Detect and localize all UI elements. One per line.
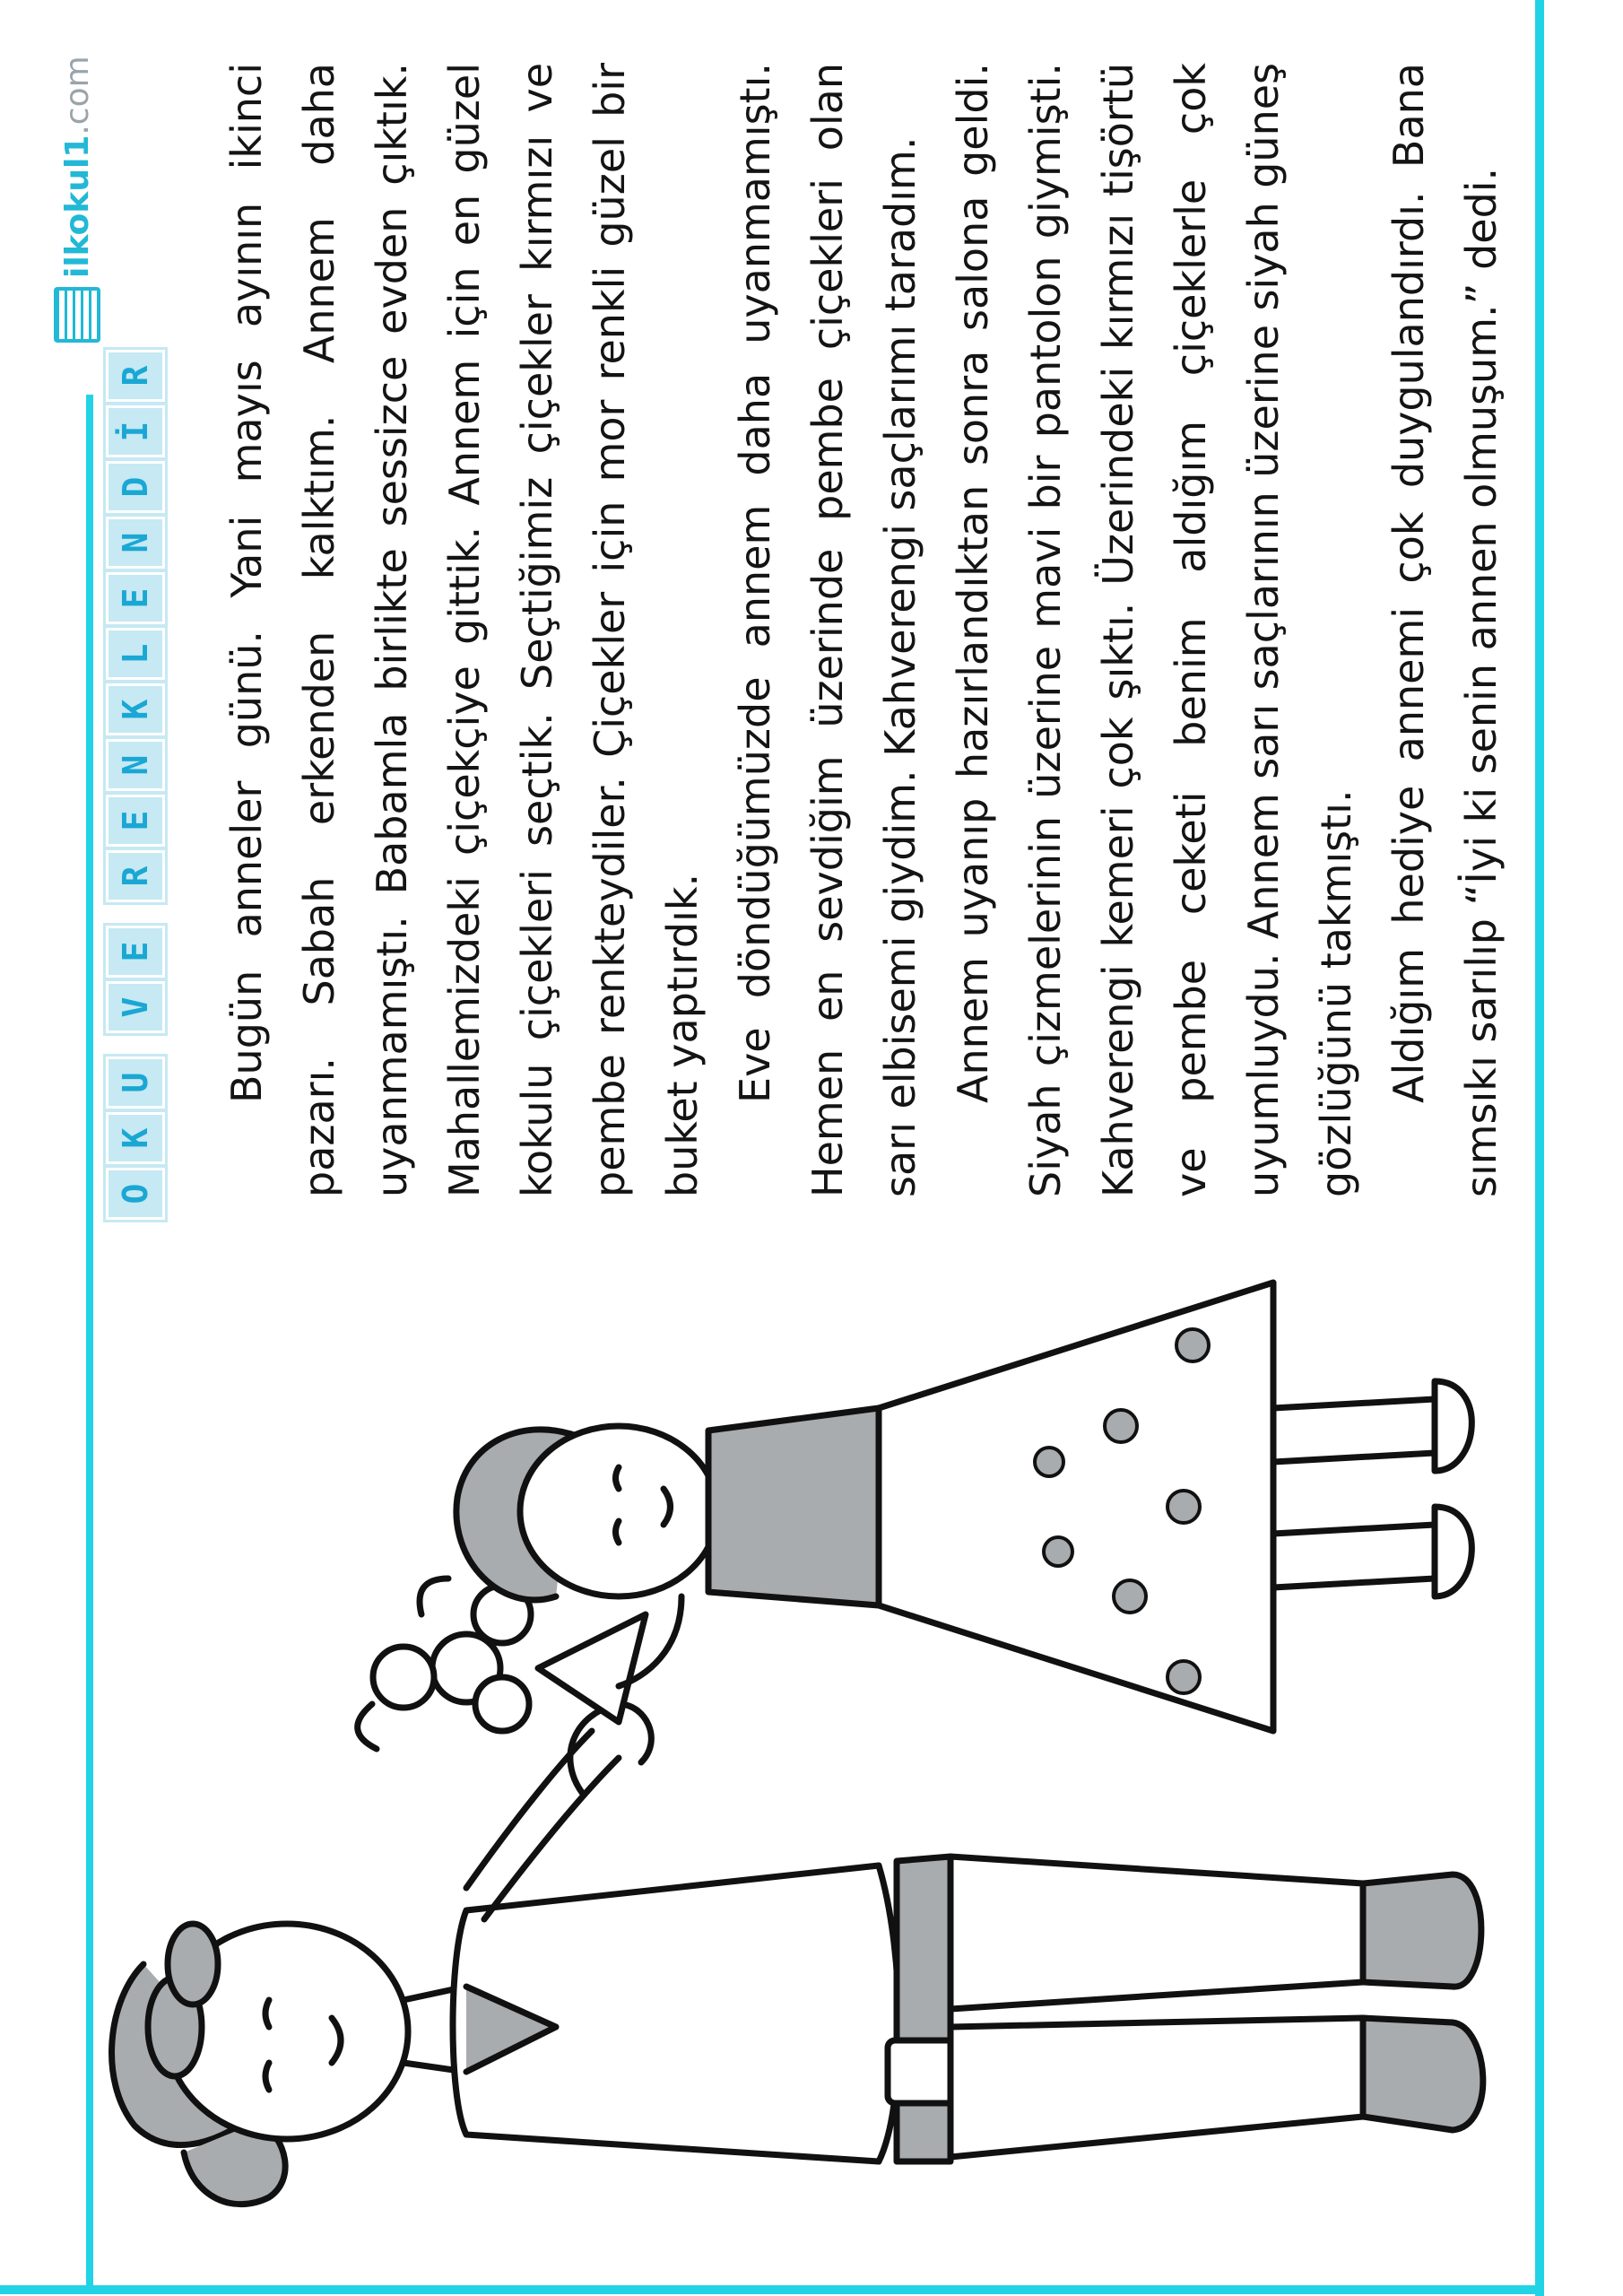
site-logo[interactable] <box>54 56 100 343</box>
story-paragraph: Annem uyanıp hazırlandıktan sonra salona geldi. Siyah çizmelerinin üzerine mavi bir pantolon giymişti. Kahverengi kemeri çok şıktı. Üzerindeki kırmızı tişörtü ve pembe ceketi benim aldığım çiçeklerle çok uyumluydu. Annem sarı saçlarının üzerine siyah güneş gözlüğünü takmıştı. <box>949 63 1360 1197</box>
title-letter: L <box>106 628 165 680</box>
title-letter: E <box>106 795 165 847</box>
title-letter: N <box>106 739 165 791</box>
story-paragraph: Bugün anneler günü. Yani mayıs ayının ikinci pazarı. Sabah erkenden kalktım. Annem daha uyanmamıştı. Babamla birlikte sessizce evden çıktık. Mahallemizdeki çiçekçiye gittik. Annem için en güzel kokulu çiçekleri seçtik. Seçtiğimiz çiçekler kırmızı ve pembe renkteydiler. Çiçekler için mor renkli güzel bir buket yaptırdık. <box>222 63 707 1197</box>
story-text <box>211 63 1518 1197</box>
title-letter: İ <box>106 405 165 457</box>
flower-bouquet <box>358 1578 646 1749</box>
coloring-illustration <box>0 1202 1623 2296</box>
title-letter: D <box>106 461 165 513</box>
mother-figure <box>112 1704 1483 2205</box>
title-letter: O <box>106 1168 165 1220</box>
story-paragraph: Eve döndüğümüzde annem daha uyanmamıştı. Hemen en sevdiğim üzerinde pembe çiçekleri olan sarı elbisemi giydim. Kahverengi saçlarımı taradım. <box>731 63 924 1197</box>
logo-suffix: .com <box>58 56 96 135</box>
title-letter: N <box>106 517 165 569</box>
title-word <box>106 926 165 1033</box>
book-icon <box>54 287 100 343</box>
title-letter: K <box>106 1112 165 1164</box>
title-letter: R <box>106 350 165 402</box>
story-paragraph: Aldığım hediye annemi çok duygulandırdı. Bana sımsıkı sarılıp “İyi ki senin annen olmuşum.” dedi. <box>1384 63 1506 1197</box>
title-letter: E <box>106 572 165 624</box>
logo-brand: ilkokul1 <box>58 135 96 278</box>
title-word <box>106 1057 165 1220</box>
title-letter: U <box>106 1057 165 1109</box>
title-letter: R <box>106 850 165 902</box>
title-word <box>106 350 165 902</box>
title-letter: K <box>106 683 165 735</box>
worksheet-title <box>106 350 165 1220</box>
title-letter: V <box>106 981 165 1033</box>
title-letter: E <box>106 926 165 978</box>
